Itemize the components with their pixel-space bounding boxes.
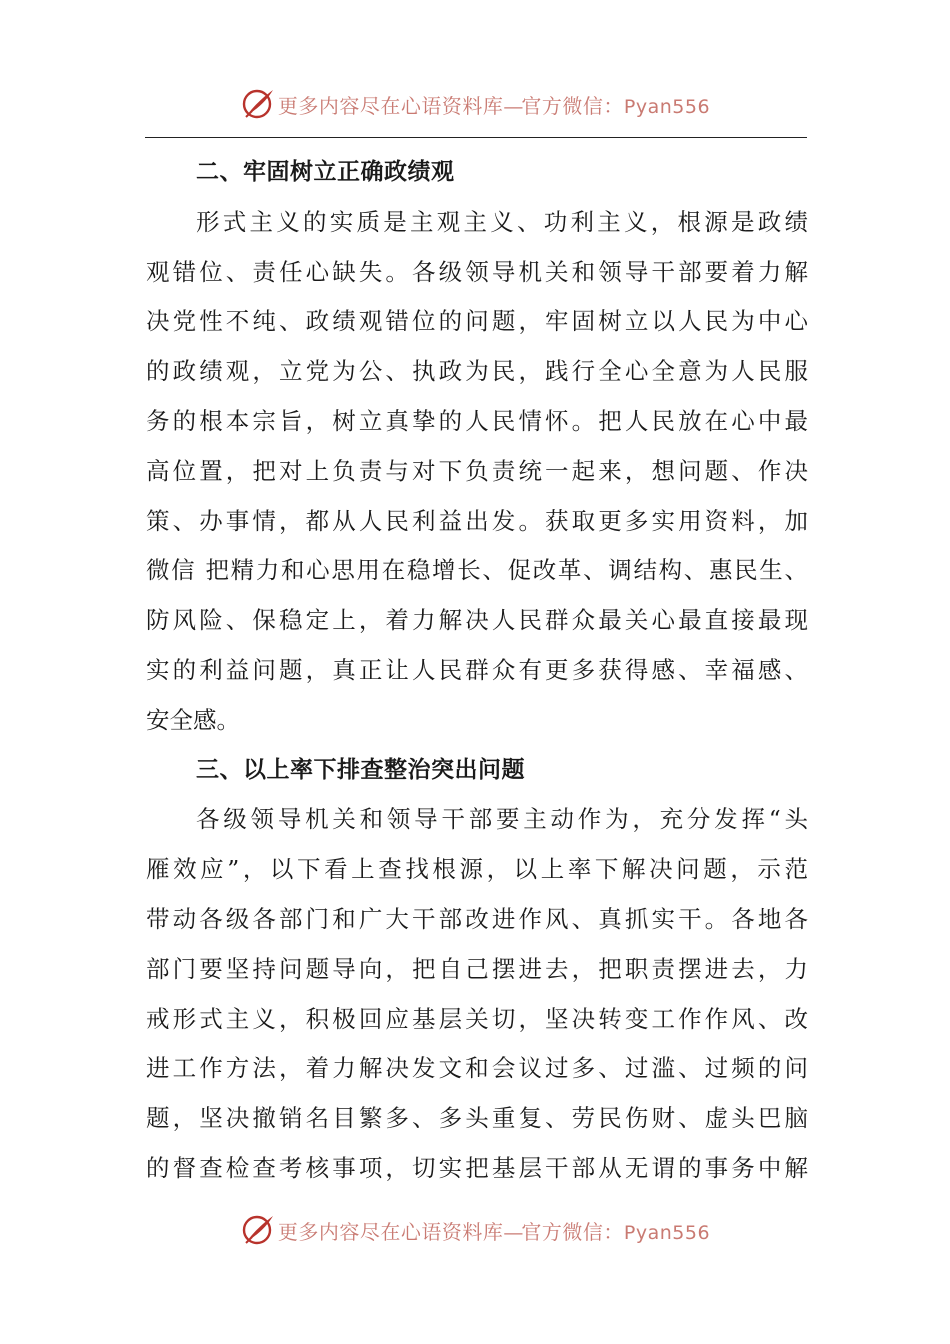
- paragraph-line: 雁效应”，以下看上查找根源，以上率下解决问题，示范: [146, 855, 808, 884]
- watermark-dash: —: [503, 93, 522, 118]
- paragraph-line: 防风险、保稳定上，着力解决人民群众最关心最直接最现: [146, 606, 808, 635]
- paragraph-line: 务的根本宗旨，树立真挚的人民情怀。把人民放在心中最: [146, 406, 808, 435]
- watermark-wechat-prefix: 官方微信：: [521, 1219, 624, 1244]
- quill-logo-icon: [240, 1212, 276, 1248]
- paragraph-line: 形式主义的实质是主观主义、功利主义，根源是政绩: [196, 207, 808, 236]
- paragraph-line: 带动各级各部门和广大干部改进作风、真抓实干。各地各: [146, 904, 808, 933]
- section-heading: 三、以上率下排查整治突出问题: [196, 756, 525, 783]
- paragraph-line: 安全感。: [146, 705, 240, 734]
- paragraph-line: 高位置，把对上负责与对下负责统一起来，想问题、作决: [146, 456, 808, 485]
- paragraph-line: 各级领导机关和领导干部要主动作为，充分发挥“头: [196, 805, 808, 834]
- quill-logo-icon: [240, 86, 276, 122]
- watermark-banner-top: [0, 82, 950, 126]
- watermark-brand: 更多内容尽在心语资料库: [277, 93, 504, 118]
- watermark-wechat-id: Pyan556: [623, 95, 711, 118]
- section-heading: 二、牢固树立正确政绩观: [196, 159, 455, 185]
- watermark-brand: 更多内容尽在心语资料库: [277, 1219, 504, 1244]
- watermark-dash: —: [503, 1219, 522, 1244]
- paragraph-line: 决党性不纯、政绩观错位的问题，牢固树立以人民为中心: [146, 307, 808, 336]
- paragraph-line: 进工作方法，着力解决发文和会议过多、过滥、过频的问: [146, 1054, 808, 1083]
- paragraph-line: 戒形式主义，积极回应基层关切，坚决转变工作作风、改: [146, 1004, 808, 1033]
- paragraph-line: 策、办事情，都从人民利益出发。获取更多实用资料，加: [146, 506, 808, 535]
- header-rule: [145, 137, 807, 138]
- watermark-wechat-id: Pyan556: [623, 1221, 711, 1244]
- watermark-wechat-prefix: 官方微信：: [521, 93, 624, 118]
- paragraph-line: 部门要坚持问题导向，把自己摆进去，把职责摆进去，力: [146, 954, 808, 983]
- paragraph-line: 题，坚决撤销名目繁多、多头重复、劳民伤财、虚头巴脑: [146, 1104, 808, 1133]
- watermark-text: [278, 1216, 710, 1245]
- paragraph-line: 观错位、责任心缺失。各级领导机关和领导干部要着力解: [146, 257, 808, 286]
- watermark-text: [278, 90, 710, 119]
- watermark-banner-bottom: [0, 1208, 950, 1252]
- paragraph-line: 实的利益问题，真正让人民群众有更多获得感、幸福感、: [146, 655, 808, 684]
- paragraph-line: 微信 把精力和心思用在稳增长、促改革、调结构、惠民生、: [146, 556, 808, 585]
- document-body: [146, 148, 808, 1194]
- paragraph-line: 的政绩观，立党为公、执政为民，践行全心全意为人民服: [146, 357, 808, 386]
- paragraph-line: 的督查检查考核事项，切实把基层干部从无谓的事务中解: [146, 1153, 808, 1182]
